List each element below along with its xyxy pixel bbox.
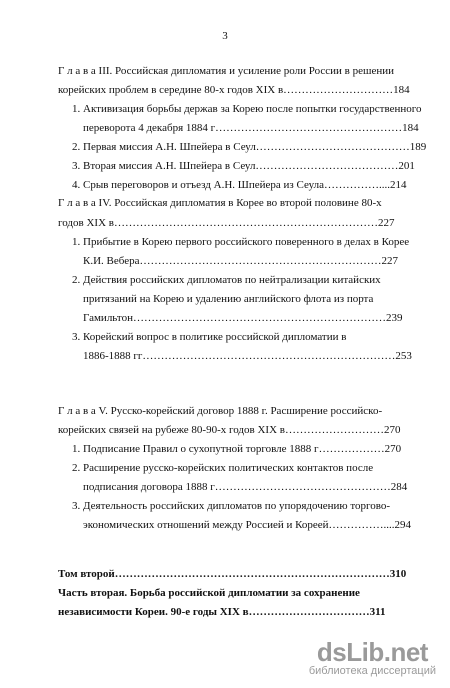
section-3-4: 4. Срыв переговоров и отъезд А.Н. Шпейера из Сеула……………....214: [72, 179, 407, 191]
section-4-2-cont: притязаний на Корею и удалению английского флота из порта: [83, 293, 374, 305]
section-5-3-cont: экономических отношений между Россией и Кореей……………....294: [83, 519, 412, 531]
chapter-3-title-cont: корейских проблем в середине 80-х годов XIX в…………………………184: [58, 84, 410, 96]
section-4-3: 3. Корейский вопрос в политике российской дипломатии в: [72, 331, 347, 343]
section-4-2: 2. Действия российских дипломатов по нейтрализации китайских: [72, 274, 381, 286]
section-5-1: 1. Подписание Правил о сухопутной торговле 1888 г………………270: [72, 443, 402, 455]
section-5-2: 2. Расширение русско-корейских политических контактов после: [72, 462, 374, 474]
section-5-2-cont: подписания договора 1888 г…………………………………………284: [83, 481, 408, 493]
section-4-1-cont: К.И. Вебера…………………………………………………………227: [83, 255, 398, 267]
section-4-2-cont2: Гамильтон……………………………………………………………239: [83, 312, 403, 324]
watermark-logo: dsLib.net: [316, 637, 428, 667]
section-3-1: 1. Активизация борьбы держав за Корею после попытки государственного: [72, 103, 422, 115]
watermark-subtitle: библиотека диссертаций: [308, 665, 436, 677]
table-of-contents: [58, 62, 427, 622]
chapter-4-title-cont: годов XIX в………………………………………………………………227: [58, 217, 395, 229]
chapter-5-title: Г л а в а V. Русско-корейский договор 1888 г. Расширение российско-: [58, 405, 383, 417]
chapter-3-title: Г л а в а III. Российская дипломатия и усиление роли России в решении: [58, 65, 394, 77]
chapter-4-title: Г л а в а IV. Российская дипломатия в Корее во второй половине 80-х: [58, 197, 382, 209]
section-3-1-cont: переворота 4 декабря 1884 г……………………………………………184: [83, 122, 419, 134]
page-number: 3: [222, 30, 228, 42]
section-5-3: 3. Деятельность российских дипломатов по упорядочению торгово-: [72, 500, 391, 512]
watermark: [309, 639, 436, 678]
volume-two-title: Том второй…………………………………………………………………310: [58, 568, 407, 580]
section-3-3: 3. Вторая миссия А.Н. Шпейера в Сеул…………………………………201: [72, 160, 415, 172]
section-4-3-cont: 1886-1888 гг……………………………………………………………253: [83, 350, 412, 362]
section-4-1: 1. Прибытие в Корею первого российского поверенного в делах в Корее: [72, 236, 410, 248]
section-3-2: 2. Первая миссия А.Н. Шпейера в Сеул……………………………………189: [72, 141, 427, 153]
chapter-5-title-cont: корейских связей на рубеже 80-90-х годов XIX в………………………270: [58, 424, 401, 436]
part-two-title-cont: независимости Кореи. 90-е годы XIX в……………………………311: [58, 606, 386, 618]
part-two-title: Часть вторая. Борьба российской дипломатии за сохранение: [58, 587, 360, 599]
